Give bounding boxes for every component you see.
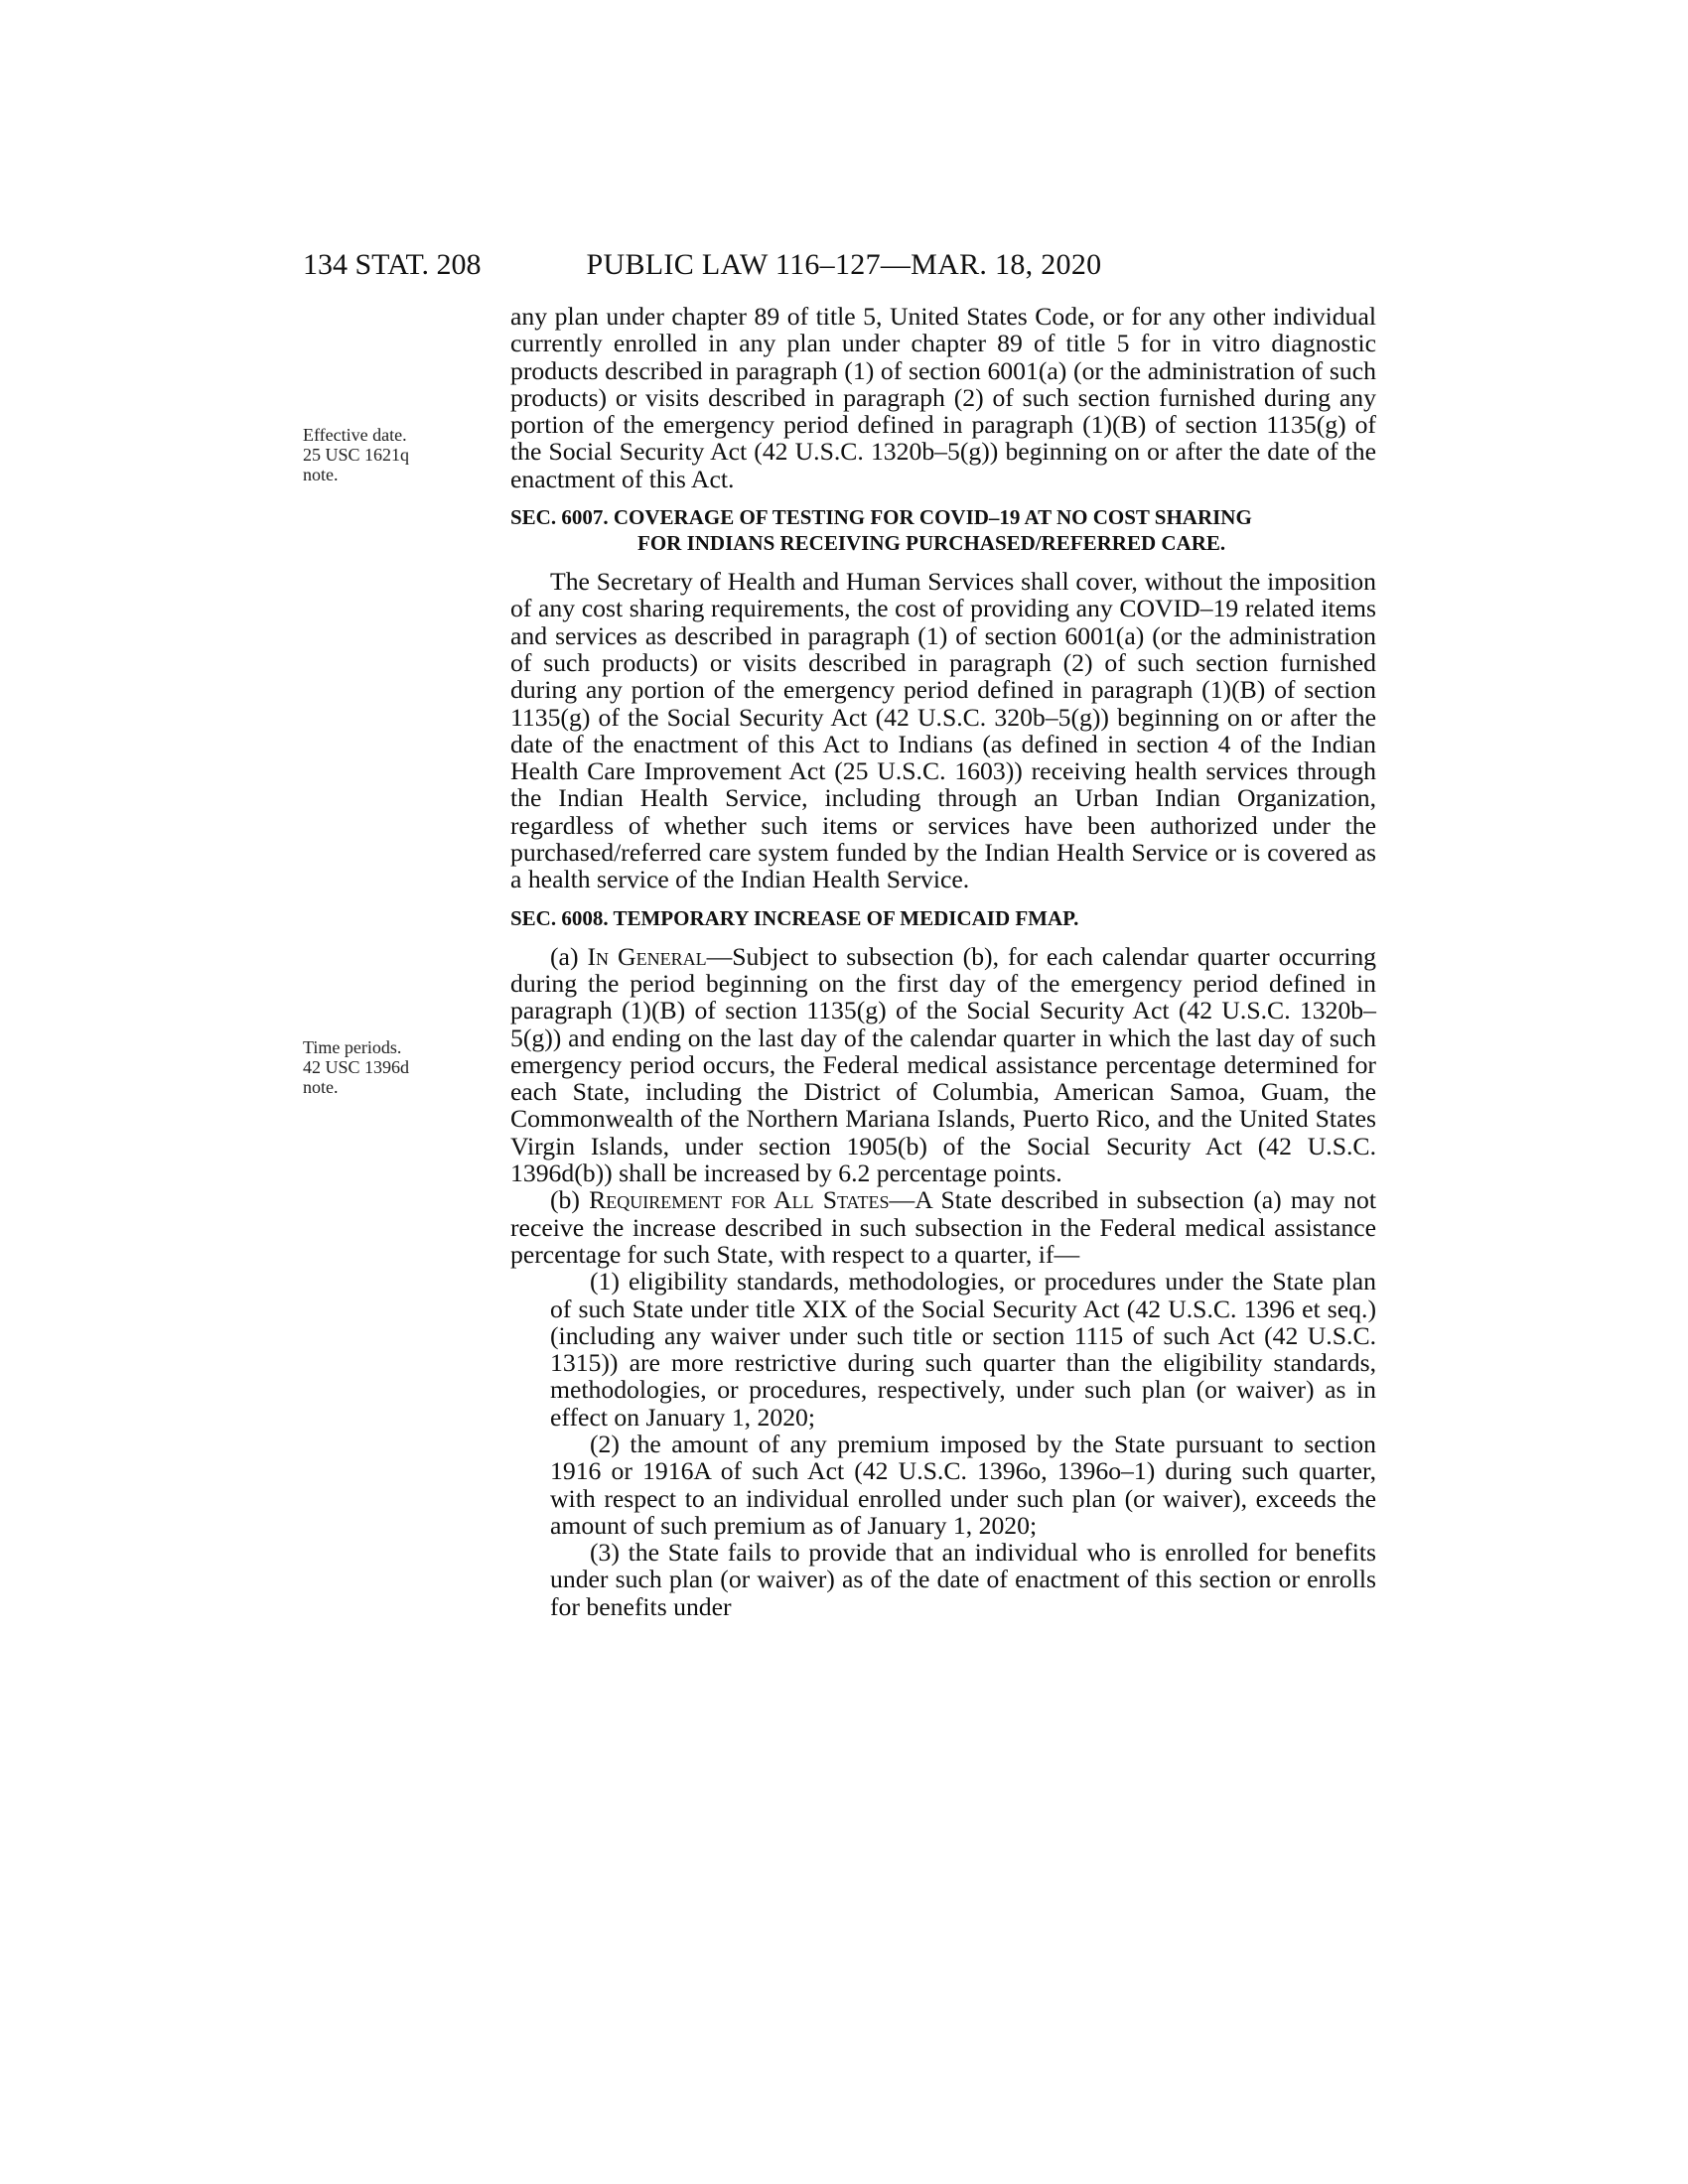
margin-note-time-periods: Time periods. 42 USC 1396d note. (303, 1037, 410, 1097)
section-6007-heading: SEC. 6007. COVERAGE OF TESTING FOR COVID–19 AT NO COST SHARING FOR INDIANS RECEIVING PURCHASED/REFERRED CARE. (510, 505, 1252, 556)
subsection-a: (a) In General—Subject to subsection (b), for each calendar quarter occurring during the period beginning on the first day of the emergency period defined in paragraph (1)(B) of section 1135(g) of the Social Security Act (42 U.S.C. 1320b–5(g)) and ending on the last day of the calendar quarter in which the last day of such emergency period occurs, the Federal medical assistance percentage determined for each State, including the District of Columbia, American Samoa, Guam, the Commonwealth of the Northern Mariana Islands, Puerto Rico, and the United States Virgin Islands, under section 1905(b) of the Social Security Act (42 U.S.C. 1396d(b)) shall be increased by 6.2 percentage points. (510, 941, 1377, 1188)
subsection-b-title: Requirement for All States (589, 1185, 890, 1215)
section-6008-heading: SEC. 6008. TEMPORARY INCREASE OF MEDICAID FMAP. (510, 905, 1079, 930)
subsection-b: (b) Requirement for All States—A State described in subsection (a) may not receive the increase described in such subsection in the Federal medical assistance percentage for such State, with respect to a quarter, if— (510, 1185, 1376, 1269)
subsection-a-title: In General (587, 941, 707, 971)
main-text (510, 303, 1376, 1620)
running-title: PUBLIC LAW 116–127—MAR. 18, 2020 (586, 248, 1102, 281)
continuation-paragraph: any plan under chapter 89 of title 5, United States Code, or for any other individual currently enrolled in any plan under chapter 89 of title 5 for in vitro diagnostic products described in paragraph (1) of section 6001(a) (or the administration of such products) or visits described in paragraph (2) of such section furnished during any portion of the emergency period defined in paragraph (1)(B) of section 1135(g) of the Social Security Act (42 U.S.C. 1320b–5(g)) beginning on or after the date of the enactment of this Act. (510, 302, 1376, 493)
section-6007-text: The Secretary of Health and Human Services shall cover, without the imposition of any cost sharing requirements, the cost of providing any COVID–19 related items and services as described in paragraph (1) of section 6001(a) (or the administration of such products) or visits described in paragraph (2) of such section furnished during any portion of the emergency period defined in paragraph (1)(B) of section 1135(g) of the Social Security Act (42 U.S.C. 320b–5(g)) beginning on or after the date of the enactment of this Act to Indians (as defined in section 4 of the Indian Health Care Improvement Act (25 U.S.C. 1603)) receiving health services through the Indian Health Service, including through an Urban Indian Organization, regardless of whether such items or services have been authorized under the purchased/referred care system funded by the Indian Health Service or is covered as a health service of the Indian Health Service. (510, 567, 1376, 894)
page-header (0, 248, 1688, 288)
list-item-3: (3) the State fails to provide that an individual who is enrolled for benefits under such plan (or waiver) as of the date of enactment of this section or enrolls for benefits under (550, 1538, 1376, 1621)
margin-note-effective-date: Effective date. 25 USC 1621q note. (303, 425, 410, 484)
list-item-2: (2) the amount of any premium imposed by the State pursuant to section 1916 or 1916A of such Act (42 U.S.C. 1396o, 1396o–1) during such quarter, with respect to an individual enrolled under such plan (or waiver), exceeds the amount of such premium as of January 1, 2020; (550, 1429, 1376, 1540)
list-item-1: (1) eligibility standards, methodologies, or procedures under the State plan of such State under title XIX of the Social Security Act (42 U.S.C. 1396 et seq.) (including any waiver under such title or section 1115 of such Act (42 U.S.C. 1315)) are more restrictive during such quarter than the eligibility standards, methodologies, or procedures, respectively, under such plan (or waiver) as in effect on January 1, 2020; (550, 1267, 1376, 1432)
stat-page-number: 134 STAT. 208 (303, 248, 482, 281)
